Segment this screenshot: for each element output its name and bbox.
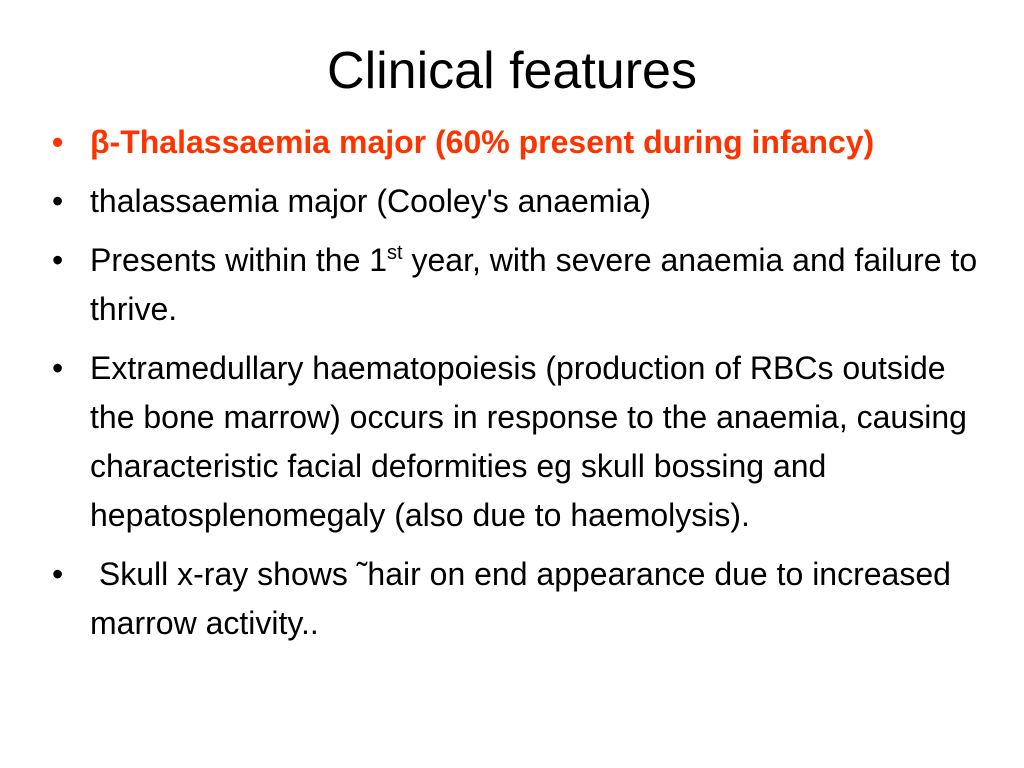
bullet-dot-icon: • xyxy=(52,556,64,592)
bullet-item-cooleys-anaemia xyxy=(52,177,982,226)
bullet-text-part-1: Presents within the 1 xyxy=(90,242,388,278)
bullet-item-skull-xray xyxy=(52,550,982,648)
bullet-item-beta-thalassaemia xyxy=(52,118,982,167)
bullet-text: β-Thalassaemia major (60% present during infancy) xyxy=(90,124,875,160)
bullet-dot-icon: • xyxy=(52,242,64,278)
bullet-text-part-2: year, with severe anaemia and failure to thrive. xyxy=(90,242,978,327)
bullet-dot-icon: • xyxy=(52,183,64,219)
slide-title: Clinical features xyxy=(327,42,697,100)
bullet-dot-icon: • xyxy=(52,124,64,160)
ordinal-superscript: st xyxy=(387,242,403,264)
bullet-text: Extramedullary haematopoiesis (production of RBCs outside the bone marrow) occurs in response to the anaemia, causing characteristic facial deformities eg skull bossing and hepatosplenomegaly (also due to haemolysis). xyxy=(90,350,967,533)
bullet-item-extramedullary xyxy=(52,344,982,540)
bullet-text: Skull x-ray shows ˜hair on end appearance due to increased marrow activity.. xyxy=(90,556,960,641)
bullet-text: thalassaemia major (Cooley's anaemia) xyxy=(90,183,652,219)
bullet-item-presents-first-year xyxy=(52,236,982,334)
bullet-list xyxy=(52,118,982,658)
bullet-dot-icon: • xyxy=(52,350,64,386)
